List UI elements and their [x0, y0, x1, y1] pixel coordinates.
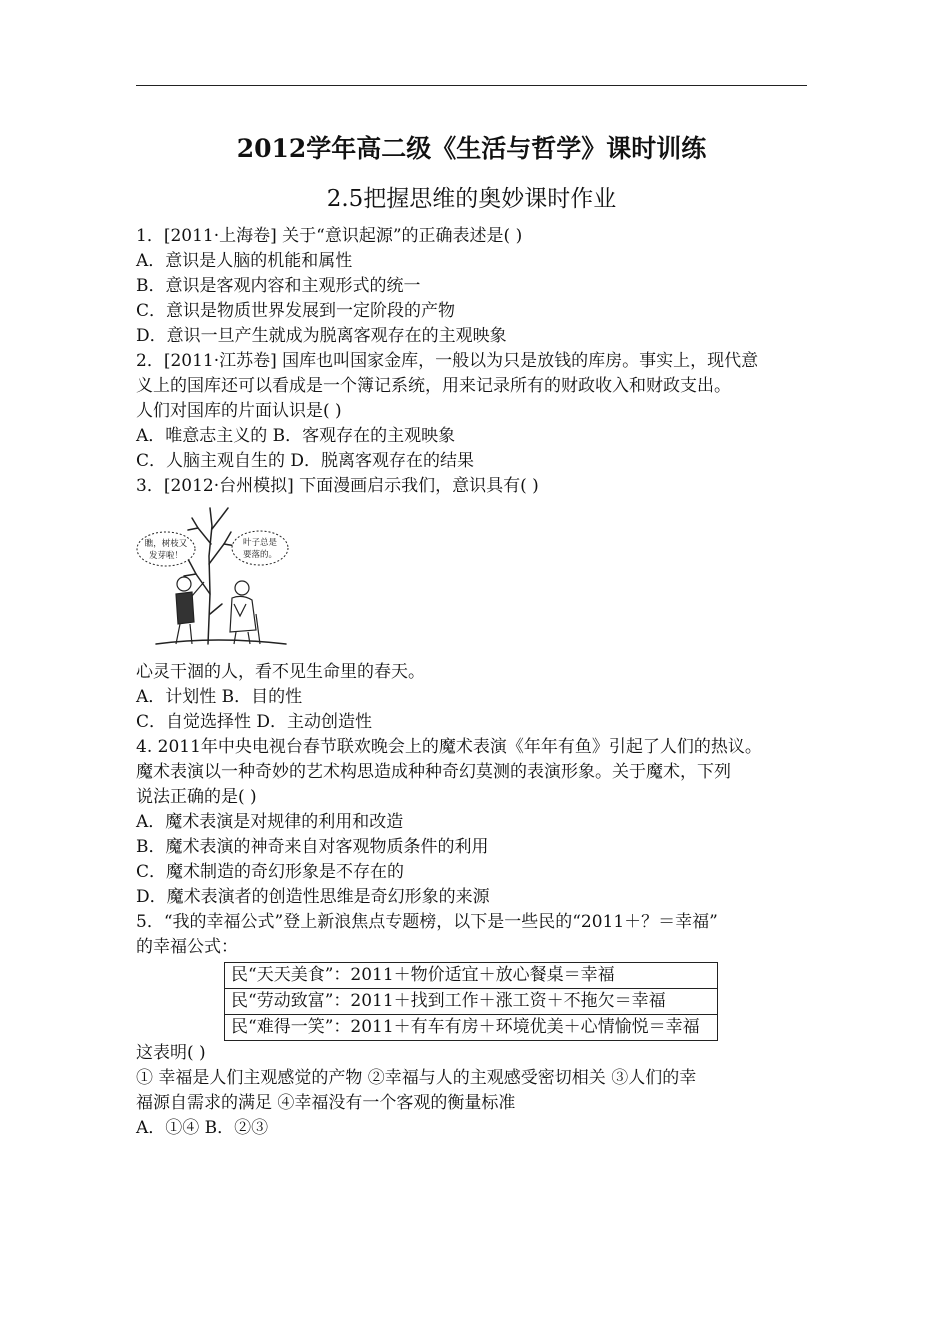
question-4-stem-line-3: 说法正确的是( )	[136, 787, 257, 807]
question-1-option-a: A．意识是人脑的机能和属性	[136, 251, 353, 271]
question-2-options-cd: C．人脑主观自生的 D．脱离客观存在的结果	[136, 451, 475, 471]
question-5-options-ab: A．①④ B．②③	[136, 1118, 269, 1138]
page-subtitle: 2.5把握思维的奥妙课时作业	[326, 186, 617, 212]
table-cell: 民“天天美食”：2011＋物价适宜＋放心餐桌＝幸福	[225, 963, 718, 989]
document-body	[136, 224, 807, 1141]
bubble-left	[137, 532, 195, 566]
figure-old-man	[230, 581, 260, 644]
happiness-formula-table	[224, 962, 718, 1041]
cartoon-illustration	[136, 504, 291, 652]
bubble-right-line-2: 要落的。	[242, 550, 278, 560]
cartoon-caption: 心灵干涸的人，看不见生命里的春天。	[136, 662, 425, 682]
question-1-option-b: B．意识是客观内容和主观形式的统一	[136, 276, 421, 296]
table-cell: 民“难得一笑”：2011＋有车有房＋环境优美＋心情愉悦＝幸福	[225, 1015, 718, 1041]
question-4-stem-line-1: 4. 2011年中央电视台春节联欢晚会上的魔术表演《年年有鱼》引起了人们的热议。	[136, 737, 762, 757]
question-5-prompt: 这表明( )	[136, 1043, 206, 1063]
question-4-stem-line-2: 魔术表演以一种奇妙的艺术构思造成种种奇幻莫测的表演形象。关于魔术，下列	[136, 762, 731, 782]
question-3-stem: 3．[2012·台州模拟] 下面漫画启示我们，意识具有( )	[136, 476, 539, 496]
figure-young-man	[176, 577, 204, 644]
question-1-option-d: D．意识一旦产生就成为脱离客观存在的主观映象	[136, 326, 507, 346]
question-5-stem-line-2: 的幸福公式：	[136, 937, 238, 957]
page-title: 2012学年高二级《生活与哲学》课时训练	[236, 134, 707, 163]
question-4-option-c: C．魔术制造的奇幻形象是不存在的	[136, 862, 405, 882]
header-rule	[136, 85, 807, 86]
question-4-option-b: B．魔术表演的神奇来自对客观物质条件的利用	[136, 837, 489, 857]
question-5-stem-line-1: 5．“我的幸福公式”登上新浪焦点专题榜，以下是一些民的“2011＋？＝幸福”	[136, 912, 718, 932]
table-row	[225, 1015, 718, 1041]
table-row	[225, 989, 718, 1015]
question-3-options-ab: A．计划性 B．目的性	[136, 687, 303, 707]
bubble-left-line-1: 瞧，树枝又	[144, 539, 188, 549]
question-1-option-c: C．意识是物质世界发展到一定阶段的产物	[136, 301, 456, 321]
question-2-stem-line-2: 义上的国库还可以看成是一个簿记系统，用来记录所有的财政收入和财政支出。	[136, 376, 731, 396]
bubble-right-line-1: 叶子总是	[242, 538, 278, 548]
question-5-statements-line-1: ① 幸福是人们主观感觉的产物 ②幸福与人的主观感受密切相关 ③人们的幸	[136, 1068, 697, 1088]
question-3-options-cd: C．自觉选择性 D．主动创造性	[136, 712, 373, 732]
table-row	[225, 963, 718, 989]
question-2-stem-line-1: 2．[2011·江苏卷] 国库也叫国家金库，一般以为只是放钱的库房。事实上，现代意	[136, 351, 759, 371]
question-4-option-a: A．魔术表演是对规律的利用和改造	[136, 812, 404, 832]
table-cell: 民“劳动致富”：2011＋找到工作＋涨工资＋不拖欠＝幸福	[225, 989, 718, 1015]
question-2-options-ab: A．唯意志主义的 B．客观存在的主观映象	[136, 426, 456, 446]
question-5-statements-line-2: 福源自需求的满足 ④幸福没有一个客观的衡量标准	[136, 1093, 516, 1113]
bubble-right	[232, 531, 288, 565]
bubble-left-line-2: 发芽啦！	[148, 551, 184, 561]
question-1-stem: 1．[2011·上海卷] 关于“意识起源”的正确表述是( )	[136, 226, 523, 246]
question-2-stem-line-3: 人们对国库的片面认识是( )	[136, 401, 342, 421]
question-4-option-d: D．魔术表演者的创造性思维是奇幻形象的来源	[136, 887, 490, 907]
